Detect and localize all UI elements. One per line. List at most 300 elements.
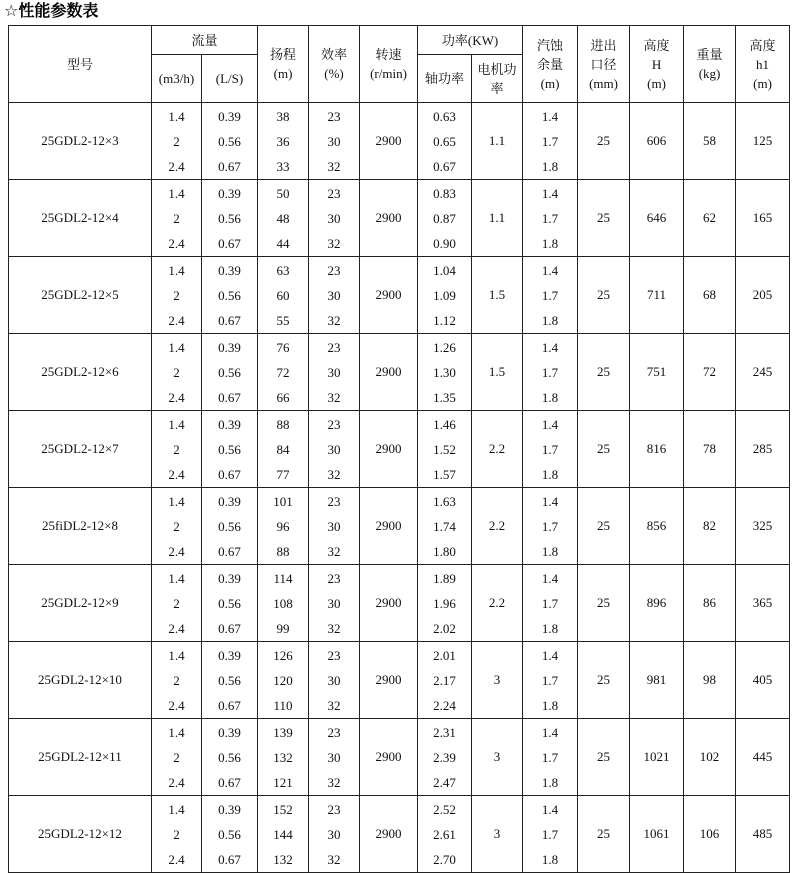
cell-value: 23: [327, 262, 341, 278]
cell-value: 66: [276, 389, 290, 405]
flow-m3h-cell: [152, 719, 202, 796]
header-head: 扬程 (m): [258, 26, 309, 103]
cell-value: 88: [276, 416, 290, 432]
height-H-cell: 981: [630, 642, 684, 719]
weight-cell: 62: [684, 180, 736, 257]
cell-value: 1.74: [433, 518, 456, 534]
efficiency-cell: [309, 488, 360, 565]
cell-value: 1.4: [168, 647, 185, 663]
flow-ls-cell: [202, 334, 258, 411]
cell-value: 32: [327, 312, 341, 328]
head-cell: [258, 642, 309, 719]
table-header: [9, 26, 790, 103]
cell-value: 32: [327, 543, 341, 559]
speed-cell: 2900: [360, 411, 418, 488]
cell-value: 38: [276, 108, 290, 124]
cell-value: 1.7: [541, 210, 559, 226]
page-title: ☆性能参数表: [4, 1, 99, 20]
head-cell: [258, 180, 309, 257]
performance-table: [8, 25, 790, 873]
cell-value: 2.4: [168, 158, 185, 174]
weight-cell: 86: [684, 565, 736, 642]
cell-value: 1.7: [541, 133, 559, 149]
model-cell: 25GDL2-12×7: [9, 411, 152, 488]
shaft-power-cell: [418, 565, 472, 642]
efficiency-cell: [309, 719, 360, 796]
header-height-H: 高度 H (m): [630, 26, 684, 103]
efficiency-cell: [309, 565, 360, 642]
speed-cell: 2900: [360, 257, 418, 334]
cell-value: 1.4: [168, 262, 185, 278]
table-body: [9, 103, 790, 873]
weight-cell: 68: [684, 257, 736, 334]
cell-value: 1.7: [541, 595, 559, 611]
motor-power-cell: 1.1: [472, 180, 523, 257]
cell-value: 1.4: [541, 339, 559, 355]
shaft-power-cell: [418, 411, 472, 488]
cell-value: 1.4: [541, 416, 559, 432]
port-cell: 25: [578, 719, 630, 796]
speed-cell: 2900: [360, 642, 418, 719]
flow-ls-cell: [202, 411, 258, 488]
shaft-power-cell: [418, 719, 472, 796]
cell-value: 1.12: [433, 312, 456, 328]
flow-ls-cell: [202, 257, 258, 334]
cell-value: 0.67: [218, 312, 241, 328]
cell-value: 23: [327, 493, 341, 509]
motor-power-cell: 3: [472, 719, 523, 796]
cell-value: 0.56: [218, 210, 241, 226]
port-cell: 25: [578, 796, 630, 873]
table-row: [9, 334, 790, 411]
speed-cell: 2900: [360, 719, 418, 796]
cell-value: 0.56: [218, 518, 241, 534]
cell-value: 55: [276, 312, 290, 328]
npsh-cell: [523, 411, 578, 488]
shaft-power-cell: [418, 257, 472, 334]
cell-value: 2.70: [433, 851, 456, 867]
header-flow: 流量: [152, 26, 258, 55]
cell-value: 0.56: [218, 672, 241, 688]
cell-value: 114: [273, 570, 293, 586]
header-power: 功率(KW): [418, 26, 523, 55]
cell-value: 126: [273, 647, 293, 663]
npsh-cell: [523, 257, 578, 334]
cell-value: 77: [276, 466, 290, 482]
flow-m3h-cell: [152, 257, 202, 334]
cell-value: 48: [276, 210, 290, 226]
cell-value: 0.39: [218, 108, 241, 124]
cell-value: 152: [273, 801, 293, 817]
cell-value: 2: [173, 518, 180, 534]
height-h1-cell: 125: [736, 103, 790, 180]
cell-value: 0.39: [218, 647, 241, 663]
motor-power-cell: 3: [472, 796, 523, 873]
cell-value: 1.63: [433, 493, 456, 509]
speed-cell: 2900: [360, 334, 418, 411]
header-model: 型号: [9, 26, 152, 103]
cell-value: 30: [327, 133, 341, 149]
cell-value: 2.31: [433, 724, 456, 740]
cell-value: 144: [273, 826, 293, 842]
cell-value: 2.4: [168, 774, 185, 790]
speed-cell: 2900: [360, 180, 418, 257]
cell-value: 0.83: [433, 185, 456, 201]
model-cell: 25GDL2-12×9: [9, 565, 152, 642]
height-h1-cell: 205: [736, 257, 790, 334]
height-h1-cell: 405: [736, 642, 790, 719]
head-cell: [258, 257, 309, 334]
cell-value: 2.17: [433, 672, 456, 688]
shaft-power-cell: [418, 642, 472, 719]
cell-value: 23: [327, 108, 341, 124]
cell-value: 0.67: [218, 158, 241, 174]
cell-value: 1.80: [433, 543, 456, 559]
efficiency-cell: [309, 796, 360, 873]
cell-value: 1.7: [541, 518, 559, 534]
cell-value: 1.4: [168, 493, 185, 509]
height-h1-cell: 485: [736, 796, 790, 873]
motor-power-cell: 2.2: [472, 488, 523, 565]
cell-value: 0.67: [218, 543, 241, 559]
height-H-cell: 1061: [630, 796, 684, 873]
cell-value: 2: [173, 595, 180, 611]
cell-value: 108: [273, 595, 293, 611]
cell-value: 23: [327, 416, 341, 432]
height-H-cell: 896: [630, 565, 684, 642]
cell-value: 0.90: [433, 235, 456, 251]
cell-value: 50: [276, 185, 290, 201]
cell-value: 1.46: [433, 416, 456, 432]
cell-value: 1.8: [541, 851, 559, 867]
flow-ls-cell: [202, 719, 258, 796]
speed-cell: 2900: [360, 565, 418, 642]
port-cell: 25: [578, 180, 630, 257]
table-row: [9, 488, 790, 565]
height-H-cell: 1021: [630, 719, 684, 796]
cell-value: 2.02: [433, 620, 456, 636]
motor-power-cell: 2.2: [472, 565, 523, 642]
cell-value: 2.52: [433, 801, 456, 817]
height-H-cell: 816: [630, 411, 684, 488]
cell-value: 1.89: [433, 570, 456, 586]
flow-ls-cell: [202, 488, 258, 565]
head-cell: [258, 334, 309, 411]
cell-value: 0.39: [218, 339, 241, 355]
cell-value: 0.39: [218, 801, 241, 817]
cell-value: 1.4: [168, 570, 185, 586]
cell-value: 0.67: [218, 389, 241, 405]
npsh-cell: [523, 488, 578, 565]
npsh-cell: [523, 334, 578, 411]
weight-cell: 98: [684, 642, 736, 719]
flow-m3h-cell: [152, 796, 202, 873]
table-row: [9, 180, 790, 257]
cell-value: 2: [173, 749, 180, 765]
cell-value: 0.56: [218, 287, 241, 303]
model-cell: 25GDL2-12×12: [9, 796, 152, 873]
cell-value: 2.01: [433, 647, 456, 663]
cell-value: 23: [327, 647, 341, 663]
cell-value: 1.52: [433, 441, 456, 457]
table-row: [9, 642, 790, 719]
cell-value: 32: [327, 235, 341, 251]
cell-value: 1.30: [433, 364, 456, 380]
height-H-cell: 711: [630, 257, 684, 334]
cell-value: 2.4: [168, 851, 185, 867]
cell-value: 30: [327, 826, 341, 842]
efficiency-cell: [309, 257, 360, 334]
cell-value: 99: [276, 620, 290, 636]
cell-value: 1.4: [541, 185, 559, 201]
header-efficiency: 效率 (%): [309, 26, 360, 103]
cell-value: 2.4: [168, 543, 185, 559]
cell-value: 1.8: [541, 158, 559, 174]
npsh-cell: [523, 642, 578, 719]
cell-value: 1.8: [541, 312, 559, 328]
model-cell: 25GDL2-12×3: [9, 103, 152, 180]
cell-value: 1.4: [168, 185, 185, 201]
cell-value: 1.26: [433, 339, 456, 355]
cell-value: 0.67: [218, 851, 241, 867]
cell-value: 1.96: [433, 595, 456, 611]
height-h1-cell: 285: [736, 411, 790, 488]
cell-value: 0.67: [218, 774, 241, 790]
table-row: [9, 719, 790, 796]
flow-m3h-cell: [152, 334, 202, 411]
cell-value: 0.67: [218, 697, 241, 713]
weight-cell: 102: [684, 719, 736, 796]
height-h1-cell: 325: [736, 488, 790, 565]
height-H-cell: 751: [630, 334, 684, 411]
cell-value: 132: [273, 851, 293, 867]
cell-value: 32: [327, 620, 341, 636]
cell-value: 2.4: [168, 697, 185, 713]
port-cell: 25: [578, 257, 630, 334]
cell-value: 1.7: [541, 364, 559, 380]
cell-value: 88: [276, 543, 290, 559]
cell-value: 1.4: [168, 339, 185, 355]
cell-value: 1.4: [541, 570, 559, 586]
model-cell: 25GDL2-12×5: [9, 257, 152, 334]
header-speed: 转速 (r/min): [360, 26, 418, 103]
motor-power-cell: 2.2: [472, 411, 523, 488]
motor-power-cell: 1.5: [472, 257, 523, 334]
cell-value: 84: [276, 441, 290, 457]
port-cell: 25: [578, 103, 630, 180]
cell-value: 32: [327, 697, 341, 713]
header-npsh: 汽蚀 余量 (m): [523, 26, 578, 103]
table-row: [9, 411, 790, 488]
model-cell: 25fiDL2-12×8: [9, 488, 152, 565]
cell-value: 1.09: [433, 287, 456, 303]
cell-value: 0.39: [218, 570, 241, 586]
cell-value: 2.24: [433, 697, 456, 713]
height-h1-cell: 165: [736, 180, 790, 257]
height-H-cell: 856: [630, 488, 684, 565]
cell-value: 1.7: [541, 749, 559, 765]
cell-value: 2: [173, 287, 180, 303]
cell-value: 1.8: [541, 389, 559, 405]
cell-value: 2.39: [433, 749, 456, 765]
head-cell: [258, 796, 309, 873]
model-cell: 25GDL2-12×6: [9, 334, 152, 411]
height-h1-cell: 445: [736, 719, 790, 796]
height-H-cell: 606: [630, 103, 684, 180]
shaft-power-cell: [418, 488, 472, 565]
cell-value: 30: [327, 595, 341, 611]
cell-value: 23: [327, 724, 341, 740]
flow-m3h-cell: [152, 411, 202, 488]
npsh-cell: [523, 719, 578, 796]
cell-value: 120: [273, 672, 293, 688]
cell-value: 1.4: [168, 724, 185, 740]
cell-value: 1.8: [541, 620, 559, 636]
flow-ls-cell: [202, 642, 258, 719]
flow-m3h-cell: [152, 642, 202, 719]
cell-value: 32: [327, 774, 341, 790]
model-cell: 25GDL2-12×4: [9, 180, 152, 257]
cell-value: 30: [327, 518, 341, 534]
cell-value: 1.04: [433, 262, 456, 278]
model-cell: 25GDL2-12×10: [9, 642, 152, 719]
cell-value: 1.8: [541, 697, 559, 713]
head-cell: [258, 488, 309, 565]
weight-cell: 58: [684, 103, 736, 180]
cell-value: 2: [173, 364, 180, 380]
cell-value: 0.39: [218, 724, 241, 740]
weight-cell: 72: [684, 334, 736, 411]
shaft-power-cell: [418, 796, 472, 873]
cell-value: 0.39: [218, 416, 241, 432]
cell-value: 1.4: [541, 801, 559, 817]
cell-value: 2: [173, 672, 180, 688]
cell-value: 1.4: [168, 108, 185, 124]
cell-value: 1.7: [541, 826, 559, 842]
model-cell: 25GDL2-12×11: [9, 719, 152, 796]
flow-m3h-cell: [152, 488, 202, 565]
cell-value: 1.8: [541, 466, 559, 482]
cell-value: 0.67: [218, 620, 241, 636]
cell-value: 0.67: [433, 158, 456, 174]
cell-value: 60: [276, 287, 290, 303]
cell-value: 2: [173, 133, 180, 149]
port-cell: 25: [578, 642, 630, 719]
cell-value: 76: [276, 339, 290, 355]
cell-value: 2: [173, 826, 180, 842]
cell-value: 0.67: [218, 466, 241, 482]
height-h1-cell: 245: [736, 334, 790, 411]
cell-value: 1.8: [541, 543, 559, 559]
speed-cell: 2900: [360, 103, 418, 180]
cell-value: 1.8: [541, 774, 559, 790]
port-cell: 25: [578, 488, 630, 565]
header-height-h1: 高度 h1 (m): [736, 26, 790, 103]
port-cell: 25: [578, 334, 630, 411]
flow-m3h-cell: [152, 180, 202, 257]
efficiency-cell: [309, 334, 360, 411]
header-shaft-power: 轴功率: [418, 55, 472, 103]
cell-value: 30: [327, 364, 341, 380]
cell-value: 0.39: [218, 262, 241, 278]
port-cell: 25: [578, 565, 630, 642]
cell-value: 23: [327, 801, 341, 817]
cell-value: 30: [327, 210, 341, 226]
cell-value: 23: [327, 570, 341, 586]
header-port: 进出 口径 (mm): [578, 26, 630, 103]
header-flow-ls: (L/S): [202, 55, 258, 103]
cell-value: 1.4: [541, 647, 559, 663]
cell-value: 1.57: [433, 466, 456, 482]
cell-value: 33: [276, 158, 290, 174]
npsh-cell: [523, 796, 578, 873]
cell-value: 0.67: [218, 235, 241, 251]
efficiency-cell: [309, 411, 360, 488]
head-cell: [258, 411, 309, 488]
head-cell: [258, 719, 309, 796]
cell-value: 0.56: [218, 441, 241, 457]
cell-value: 1.7: [541, 441, 559, 457]
port-cell: 25: [578, 411, 630, 488]
cell-value: 32: [327, 466, 341, 482]
cell-value: 1.4: [168, 416, 185, 432]
speed-cell: 2900: [360, 796, 418, 873]
cell-value: 1.4: [541, 262, 559, 278]
cell-value: 1.4: [168, 801, 185, 817]
cell-value: 2: [173, 210, 180, 226]
cell-value: 32: [327, 389, 341, 405]
cell-value: 2.4: [168, 389, 185, 405]
efficiency-cell: [309, 103, 360, 180]
motor-power-cell: 3: [472, 642, 523, 719]
speed-cell: 2900: [360, 488, 418, 565]
cell-value: 121: [273, 774, 293, 790]
table-row: [9, 796, 790, 873]
cell-value: 2.4: [168, 620, 185, 636]
cell-value: 132: [273, 749, 293, 765]
cell-value: 110: [273, 697, 293, 713]
cell-value: 1.4: [541, 108, 559, 124]
motor-power-cell: 1.1: [472, 103, 523, 180]
header-flow-m3h: (m3/h): [152, 55, 202, 103]
shaft-power-cell: [418, 180, 472, 257]
cell-value: 0.39: [218, 493, 241, 509]
shaft-power-cell: [418, 334, 472, 411]
efficiency-cell: [309, 642, 360, 719]
weight-cell: 106: [684, 796, 736, 873]
height-H-cell: 646: [630, 180, 684, 257]
head-cell: [258, 103, 309, 180]
cell-value: 30: [327, 287, 341, 303]
cell-value: 0.56: [218, 749, 241, 765]
cell-value: 1.7: [541, 672, 559, 688]
height-h1-cell: 365: [736, 565, 790, 642]
cell-value: 0.56: [218, 595, 241, 611]
cell-value: 23: [327, 339, 341, 355]
weight-cell: 78: [684, 411, 736, 488]
cell-value: 1.8: [541, 235, 559, 251]
cell-value: 0.56: [218, 826, 241, 842]
weight-cell: 82: [684, 488, 736, 565]
flow-ls-cell: [202, 565, 258, 642]
cell-value: 2.4: [168, 466, 185, 482]
cell-value: 1.7: [541, 287, 559, 303]
cell-value: 0.39: [218, 185, 241, 201]
header-motor-power: 电机功 率: [472, 55, 523, 103]
cell-value: 139: [273, 724, 293, 740]
npsh-cell: [523, 180, 578, 257]
table-row: [9, 565, 790, 642]
